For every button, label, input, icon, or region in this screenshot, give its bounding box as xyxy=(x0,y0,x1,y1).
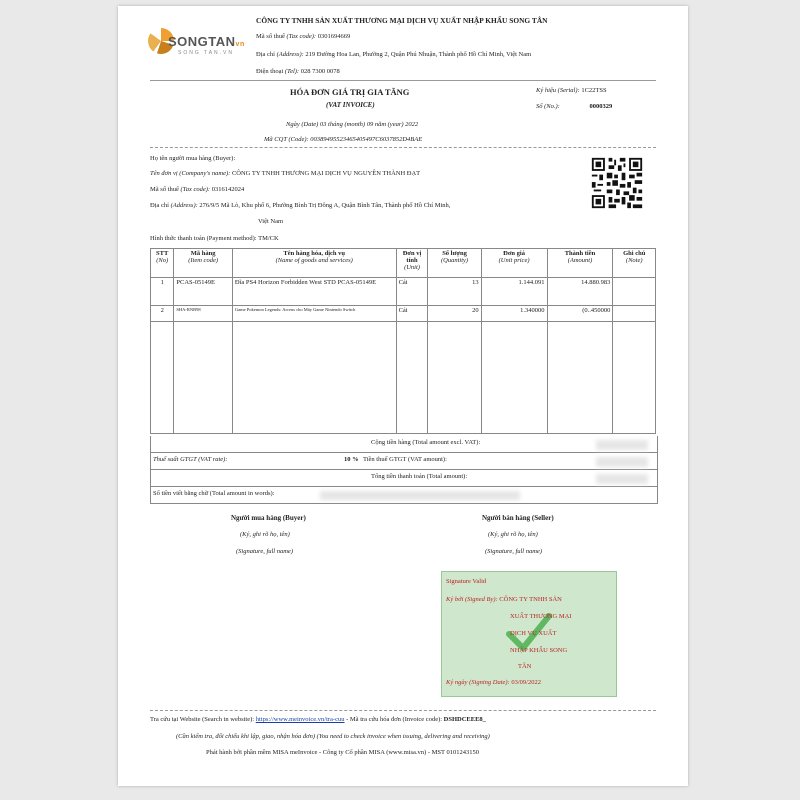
header-no-vi: STT xyxy=(156,250,169,257)
invoice-number-value: 0000329 xyxy=(589,103,613,110)
redacted-vat xyxy=(596,457,648,467)
header-divider xyxy=(150,80,656,81)
header-name-en: (Name of goods and services) xyxy=(275,257,353,264)
header-note-vi: Ghi chú xyxy=(623,250,646,257)
payment-method-line xyxy=(150,235,279,242)
buyer-name-line: Họ tên người mua hàng (Buyer): xyxy=(150,155,236,162)
buyer-sign-hint: (Ký, ghi rõ họ, tên) xyxy=(240,531,290,538)
lookup-url-link[interactable]: https://www.meinvoice.vn/tra-cuu xyxy=(255,716,345,723)
sign-date-label: Ký ngày (Signing Date): xyxy=(446,679,510,686)
company-phone-label-en: (Tel): xyxy=(284,68,300,75)
header-price-vi: Đơn giá xyxy=(503,250,525,257)
table-row xyxy=(151,306,656,322)
invoice-cqt-code: Mã CQT (Code): 00389495523465405497C6037852D4BAE xyxy=(264,136,423,143)
signature-valid: Signature Valid xyxy=(446,578,487,585)
lookup-label: Tra cứu tại Website (Search in website): xyxy=(150,716,255,723)
buyer-sign-hint-en: (Signature, full name) xyxy=(236,548,293,555)
buyer-address-label-en: (Address): xyxy=(170,202,198,209)
buyer-sign-title: Người mua hàng (Buyer) xyxy=(231,514,306,522)
invoice-serial xyxy=(536,87,607,94)
invoice-serial-value: 1C22TSS xyxy=(581,87,607,94)
buyer-tax-line xyxy=(150,186,244,193)
invoice-number xyxy=(536,103,612,110)
words-label: Số tiền viết bằng chữ (Total amount in words): xyxy=(153,490,275,497)
redacted-subtotal xyxy=(596,440,648,450)
header-code-vi: Mã hàng xyxy=(190,250,216,257)
sign-date: 03/09/2022 xyxy=(511,679,541,686)
row-no: 2 xyxy=(151,306,174,322)
row-code: PCAS-05149E xyxy=(174,278,232,306)
header-price xyxy=(481,249,547,278)
row-price: 1.340000 xyxy=(481,306,547,322)
row-qty: 13 xyxy=(428,278,481,306)
signed-by-4: NHẬP KHẨU SONG xyxy=(510,647,568,654)
company-address-label-en: (Address): xyxy=(276,51,304,58)
buyer-tax-label-en: (Tax code): xyxy=(180,186,211,193)
row-note xyxy=(613,278,656,306)
vat-row xyxy=(150,453,658,470)
buyer-address-1: 276/9/5 Mã Lò, Khu phố 6, Phường Bình Trị Đông A, Quận Bình Tân, Thành phố Hồ Chí Minh, xyxy=(199,202,451,209)
header-no-en: (No) xyxy=(156,257,169,264)
buyer-address-label: Địa chỉ xyxy=(150,202,169,209)
row-unit: Cái xyxy=(396,306,428,322)
footer-divider xyxy=(150,710,656,711)
header-amount-vi: Thành tiền xyxy=(564,250,596,257)
row-amount: (0..450000 xyxy=(547,306,613,322)
invoice-title-en: (VAT INVOICE) xyxy=(326,101,375,109)
header-amount-en: (Amount) xyxy=(567,257,593,264)
header-qty-vi: Số lượng xyxy=(442,250,467,257)
buyer-company: CÔNG TY TNHH THƯƠNG MẠI DỊCH VỤ NGUYÊN THÀNH ĐẠT xyxy=(231,170,421,177)
logo-subtext: SONG TAN.VN xyxy=(178,50,234,56)
signed-by-label: Ký bởi (Signed By): xyxy=(446,596,498,603)
buyer-address-line xyxy=(150,202,450,209)
logo-text: SONGTAN xyxy=(168,34,236,49)
buyer-tax-code: 0316142024 xyxy=(211,186,245,193)
vat-rate: 10 % xyxy=(344,456,359,463)
subtotal-row xyxy=(150,436,658,453)
company-phone-label: Điện thoại xyxy=(256,68,284,75)
signed-by-1: CÔNG TY TNHH SẢN xyxy=(499,596,562,603)
buyer-address-2: Việt Nam xyxy=(258,218,284,225)
sign-date-line xyxy=(446,679,541,686)
header-unit-en: (Unit) xyxy=(404,264,420,271)
header-code xyxy=(174,249,232,278)
lookup-code: DSHDCEEE8_ xyxy=(443,716,486,723)
row-amount: 14.880.983 xyxy=(547,278,613,306)
payment-method: TM/CK xyxy=(258,235,279,242)
footer-publisher: Phát hành bởi phần mềm MISA meInvoice - Công ty Cổ phần MISA (www.misa.vn) - MST 0101243150 xyxy=(206,749,479,756)
row-code: SHA-RNB98 xyxy=(174,306,232,322)
invoice-date: Ngày (Date) 03 tháng (month) 09 năm (year) 2022 xyxy=(286,121,419,128)
company-tax-label-en: (Tax code): xyxy=(286,33,317,40)
items-table xyxy=(150,248,656,434)
header-name-vi: Tên hàng hóa, dịch vụ xyxy=(283,250,345,257)
title-divider xyxy=(150,147,656,148)
signed-by-3: DỊCH VỤ XUẤT xyxy=(510,630,557,637)
buyer-tax-label: Mã số thuế xyxy=(150,186,179,193)
row-unit: Cái xyxy=(396,278,428,306)
company-logo xyxy=(148,26,248,68)
total-label: Tổng tiền thanh toán (Total amount): xyxy=(371,473,468,480)
footer-note: (Cần kiểm tra, đối chiếu khi lập, giao, nhận hóa đơn) (You need to check invoice when issuing, delivering and receiving) xyxy=(176,733,490,740)
row-no: 1 xyxy=(151,278,174,306)
company-address-line xyxy=(256,51,531,58)
header-qty-en: (Quantity) xyxy=(440,257,469,264)
row-name: Game Pokemon Legends: Arceus cho Máy Game Nintendo Switch xyxy=(232,306,396,322)
seller-sign-hint-en: (Signature, full name) xyxy=(485,548,542,555)
signed-by-5: TÂN xyxy=(518,663,532,670)
table-row xyxy=(151,278,656,306)
empty-row xyxy=(151,322,656,434)
company-name: CÔNG TY TNHH SẢN XUẤT THƯƠNG MẠI DỊCH VỤ XUẤT NHẬP KHẨU SONG TÂN xyxy=(256,16,548,25)
company-phone-line xyxy=(256,68,340,75)
payment-method-label: Hình thức thanh toán (Payment method): xyxy=(150,235,257,242)
vat-rate-label: Thuế suất GTGT (VAT rate): xyxy=(153,456,228,463)
lookup-code-label: - Mã tra cứu hóa đơn (Invoice code): xyxy=(346,716,443,723)
signed-by-2: XUẤT THƯƠNG MẠI xyxy=(510,613,572,620)
company-tax-label: Mã số thuế xyxy=(256,33,285,40)
company-address: 219 Đường Hoa Lan, Phường 2, Quận Phú Nhuận, Thành phố Hồ Chí Minh, Việt Nam xyxy=(305,51,532,58)
invoice-title: HÓA ĐƠN GIÁ TRỊ GIA TĂNG xyxy=(290,87,410,97)
company-tax-code: 0301694669 xyxy=(317,33,351,40)
invoice-serial-label: Ký hiệu (Serial): xyxy=(536,87,580,94)
total-row xyxy=(150,470,658,487)
row-qty: 20 xyxy=(428,306,481,322)
redacted-words xyxy=(320,491,520,500)
header-code-en: (Item code) xyxy=(188,257,218,264)
header-qty xyxy=(428,249,481,278)
signed-by-line xyxy=(446,596,562,603)
header-unit xyxy=(396,249,428,278)
header-note xyxy=(613,249,656,278)
vat-amount-label: Tiền thuế GTGT (VAT amount): xyxy=(363,456,447,463)
header-name xyxy=(232,249,396,278)
seller-sign-hint: (Ký, ghi rõ họ, tên) xyxy=(488,531,538,538)
company-address-label: Địa chỉ xyxy=(256,51,275,58)
header-unit-vi: Đơn vị tính xyxy=(402,250,422,264)
qr-code-icon xyxy=(590,156,644,210)
company-tax-line xyxy=(256,33,350,40)
redacted-total xyxy=(596,474,648,484)
buyer-company-line xyxy=(150,170,420,177)
row-name: Đĩa PS4 Horizon Forbidden West STD PCAS-05149E xyxy=(232,278,396,306)
header-no xyxy=(151,249,174,278)
table-header-row xyxy=(151,249,656,278)
logo-suffix: vn xyxy=(235,41,245,48)
row-note xyxy=(613,306,656,322)
company-phone: 028 7300 0078 xyxy=(300,68,340,75)
seller-sign-title: Người bán hàng (Seller) xyxy=(482,514,554,522)
header-price-en: (Unit price) xyxy=(498,257,530,264)
header-amount xyxy=(547,249,613,278)
header-note-en: (Note) xyxy=(625,257,643,264)
subtotal-label: Cộng tiền hàng (Total amount excl. VAT): xyxy=(371,439,481,446)
row-price: 1.144.091 xyxy=(481,278,547,306)
buyer-company-label: Tên đơn vị (Company's name): xyxy=(150,170,231,177)
invoice-number-label: Số (No.): xyxy=(536,103,560,110)
lookup-line xyxy=(150,716,486,723)
